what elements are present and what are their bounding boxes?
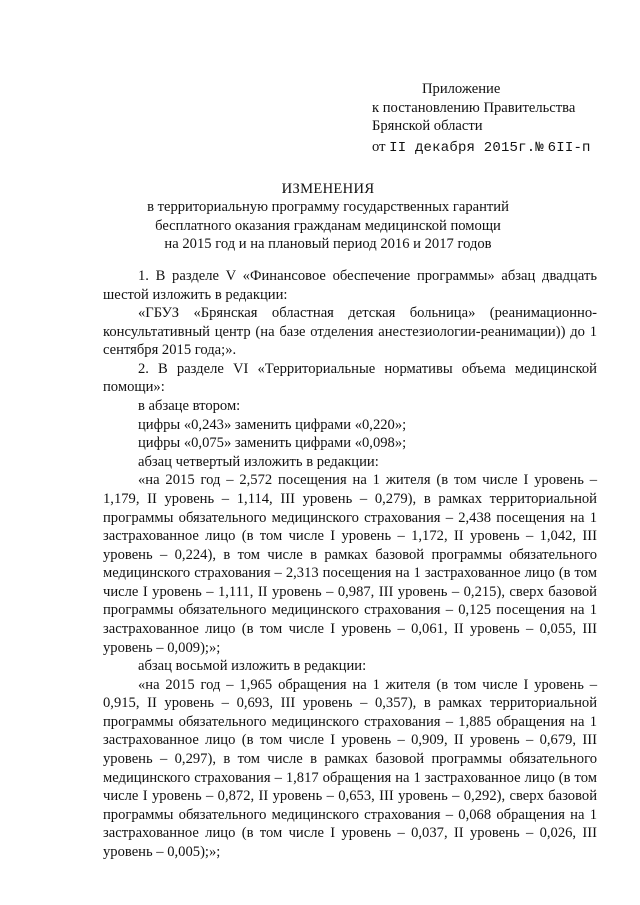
heading-line-2: бесплатного оказания гражданам медицинской помощи [155,217,501,234]
heading-title: ИЗМЕНЕНИЯ [281,181,375,197]
paragraph-1: 1. В разделе V «Финансовое обеспечение программы» абзац двадцать шестой изложить в редакции: [103,268,597,303]
paragraph-10: «на 2015 год – 1,965 обращения на 1 жителя (в том числе I уровень – 0,915, II уровень – 0,693, III уровень – 0,357), в рамках территориальной программы обязательного медицинского страхования – 1,885 обращения на 1 застрахованное лицо (в том числе I уровень – 0,909, II уровень – 0,679, III уровень – 0,297), в том числе в рамках базовой программы обязательного медицинского страхования – 1,817 обращения на 1 застрахованное лицо (в том числе I уровень – 0,872, II уровень – 0,653, III уровень – 0,292), сверх базовой программы обязательного медицинского страхования – 0,068 обращения на 1 застрахованное лицо (в том числе I уровень – 0,037, II уровень – 0,026, III уровень – 0,005);»; [103,676,597,860]
date-prefix: от [372,138,386,155]
appendix-title: Приложение [422,81,501,97]
resolution-number: 6II-п [547,139,591,156]
paragraph-9: абзац восьмой изложить в редакции: [138,658,367,675]
paragraph-6: цифры «0,075» заменить цифрами «0,098»; [138,435,407,452]
appendix-header [372,80,612,157]
paragraph-5: цифры «0,243» заменить цифрами «0,220»; [138,416,407,433]
paragraph-8: «на 2015 год – 2,572 посещения на 1 жителя (в том числе I уровень – 1,179, II уровень – 1,114, III уровень – 0,279), в рамках территориальной программы обязательного медицинского страхования – 2,438 посещения на 1 застрахованное лицо (в том числе I уровень – 1,172, II уровень – 1,042, III уровень – 0,224), в том числе в рамках базовой программы обязательного медицинского страхования – 2,313 посещения на 1 застрахованное лицо (в том числе I уровень – 1,111, II уровень – 0,987, III уровень – 0,215), сверх базовой программы обязательного медицинского страхования – 0,125 посещения на 1 застрахованное лицо (в том числе I уровень – 0,061, II уровень – 0,055, III уровень – 0,009);»; [103,472,597,656]
paragraph-7: абзац четвертый изложить в редакции: [138,453,379,470]
appendix-region-line: Брянской области [372,118,483,134]
appendix-resolution-line: к постановлению Правительства [372,99,576,116]
document-heading [90,180,566,253]
heading-line-3: на 2015 год и на плановый период 2016 и 2017 годов [164,235,492,252]
paragraph-3: 2. В разделе VI «Территориальные нормативы объема медицинской помощи»: [103,360,597,396]
heading-line-1: в территориальную программу государственных гарантий [147,199,509,216]
appendix-date-line [372,138,612,158]
resolution-date: II декабря 2015г. [389,139,536,156]
paragraph-2: «ГБУЗ «Брянская областная детская больница» (реанимационно-консультативный центр (на базе отделения анестезиологии-реанимации)) до 1 сентября 2015 года;». [103,305,597,359]
number-prefix: № [535,139,544,156]
paragraph-4: в абзаце втором: [138,398,241,415]
document-body [103,267,597,862]
